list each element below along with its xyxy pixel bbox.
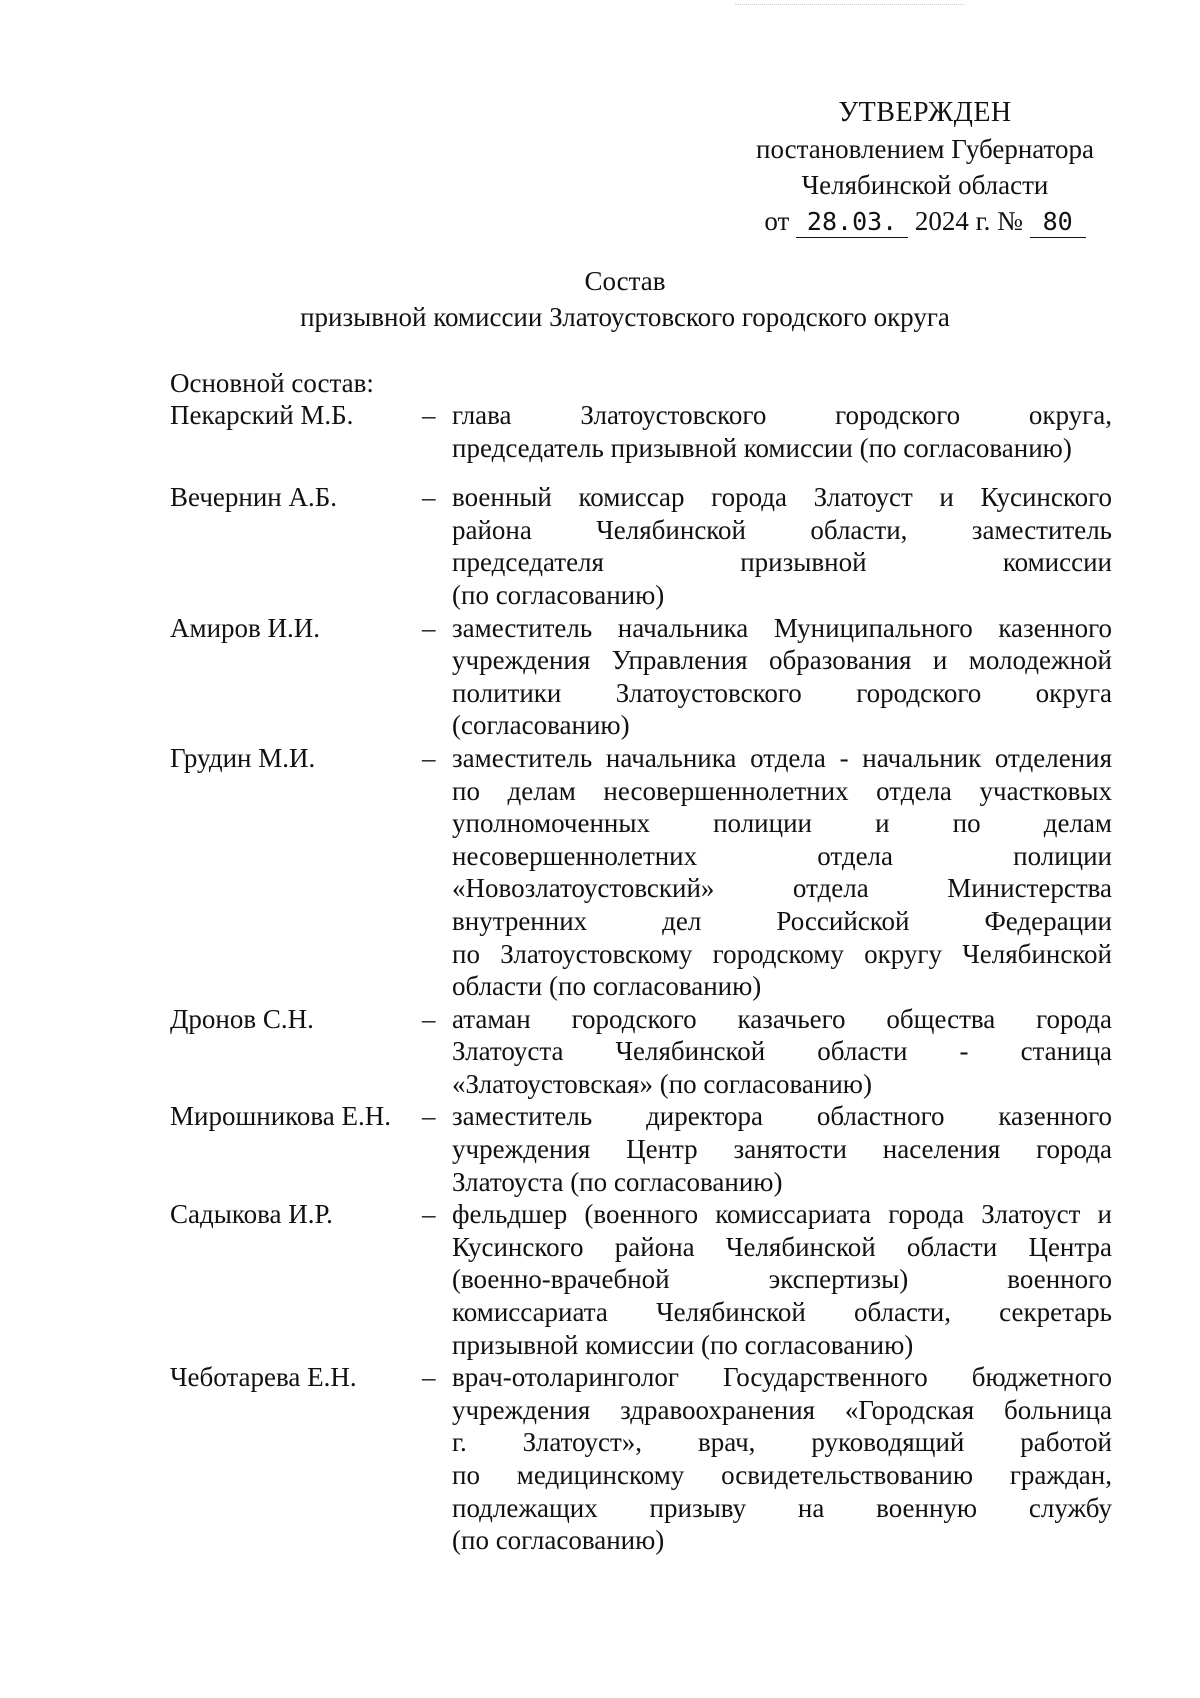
description-line: г. Златоуст», врач, руководящий работой (452, 1427, 1112, 1458)
description-line: заместитель директора областного казенного (452, 1101, 1112, 1132)
member-description (452, 1361, 1112, 1557)
description-line: по Златоустовскому городскому округу Челябинской (452, 938, 1112, 969)
description-line: врач-отоларинголог Государственного бюджетного (452, 1362, 1112, 1393)
approval-date: 28.03. (796, 207, 908, 238)
title-line-2: призывной комиссии Златоустовского городского округа (300, 302, 950, 332)
description-line: (военно-врачебной экспертизы) военного (452, 1264, 1112, 1295)
member-dash: – (422, 742, 436, 773)
scan-artifact (735, 4, 965, 8)
from-label: от (764, 206, 790, 236)
description-line: заместитель начальника Муниципального казенного (452, 612, 1112, 643)
member-name: Садыкова И.Р. (170, 1199, 333, 1230)
description-line: призывной комиссии (по согласованию) (452, 1329, 914, 1360)
approval-line-2: Челябинской области (801, 170, 1049, 200)
member-name: Вечернин А.Б. (170, 482, 337, 513)
member-entry (170, 1003, 1120, 1101)
approval-date-line (730, 203, 1120, 239)
member-name: Амиров И.И. (170, 612, 321, 643)
description-line: внутренних дел Российской Федерации (452, 905, 1112, 936)
description-line: учреждения Управления образования и молодежной (452, 645, 1112, 676)
description-line: по делам несовершеннолетних отдела участковых (452, 775, 1112, 806)
member-description (452, 399, 1112, 464)
approval-line-1: постановлением Губернатора (756, 134, 1094, 164)
description-line: по медицинскому освидетельствованию граждан, (452, 1460, 1112, 1490)
description-line: председатель призывной комиссии (по согласованию) (452, 432, 1072, 463)
member-entry (170, 481, 1120, 611)
description-line: заместитель начальника отдела - начальник отделения (452, 742, 1112, 773)
description-line: уполномоченных полиции и по делам (452, 808, 1112, 839)
description-line: политики Златоустовского городского округа (452, 677, 1112, 708)
member-description (452, 612, 1112, 742)
member-entry (170, 1198, 1120, 1361)
title-line-1: Состав (584, 266, 666, 296)
section-label: Основной состав: (170, 368, 374, 398)
description-line: подлежащих призыву на военную службу (452, 1492, 1112, 1523)
description-line: (по согласованию) (452, 1525, 665, 1556)
description-line: «Новозлатоустовский» отдела Министерства (452, 873, 1112, 904)
description-line: фельдшер (военного комиссариата города Златоуст и (452, 1199, 1112, 1230)
member-dash: – (422, 1362, 436, 1393)
member-description (452, 742, 1112, 1003)
member-name: Дронов С.Н. (170, 1003, 314, 1034)
description-line: Кусинского района Челябинской области Центра (452, 1231, 1112, 1262)
member-name: Пекарский М.Б. (170, 400, 354, 430)
member-entry (170, 612, 1120, 742)
description-line: военный комиссар города Златоуст и Кусинского (452, 482, 1112, 513)
description-line: учреждения здравоохранения «Городская больница (452, 1394, 1112, 1425)
approval-number: 80 (1030, 207, 1086, 238)
member-description (452, 1198, 1112, 1361)
member-name: Мирошникова Е.Н. (170, 1101, 392, 1132)
description-line: Златоуста (по согласованию) (452, 1166, 783, 1197)
member-dash: – (422, 482, 436, 513)
member-entry (170, 742, 1120, 1003)
description-line: комиссариата Челябинской области, секретарь (452, 1297, 1112, 1328)
members-list (170, 399, 1120, 1557)
member-entry (170, 399, 1120, 464)
member-dash: – (422, 612, 436, 643)
member-dash: – (422, 1199, 436, 1230)
spacer (170, 464, 1120, 481)
member-dash: – (422, 400, 436, 430)
description-line: учреждения Центр занятости населения города (452, 1134, 1112, 1165)
member-name: Чеботарева Е.Н. (170, 1362, 357, 1393)
description-line: председателя призывной комиссии (452, 547, 1112, 578)
member-description (452, 1003, 1112, 1101)
description-line: района Челябинской области, заместитель (452, 514, 1112, 545)
description-line: «Златоустовская» (по согласованию) (452, 1068, 872, 1099)
approval-year: 2024 г. № (914, 206, 1023, 236)
description-line: атаман городского казачьего общества города (452, 1003, 1112, 1034)
description-line: (согласованию) (452, 710, 630, 741)
description-line: Златоуста Челябинской области - станица (452, 1036, 1112, 1067)
member-description (452, 1100, 1112, 1198)
member-dash: – (422, 1101, 436, 1132)
description-line: (по согласованию) (452, 579, 665, 610)
document-title (0, 263, 1200, 335)
member-dash: – (422, 1003, 436, 1034)
member-name: Грудин М.И. (170, 742, 316, 773)
description-line: глава Златоустовского городского округа, (452, 400, 1112, 430)
approval-block (730, 95, 1120, 239)
description-line: несовершеннолетних отдела полиции (452, 840, 1112, 871)
member-description (452, 481, 1112, 611)
description-line: области (по согласованию) (452, 971, 762, 1002)
approval-heading: УТВЕРЖДЕН (838, 97, 1012, 128)
member-entry (170, 1361, 1120, 1557)
member-entry (170, 1100, 1120, 1198)
